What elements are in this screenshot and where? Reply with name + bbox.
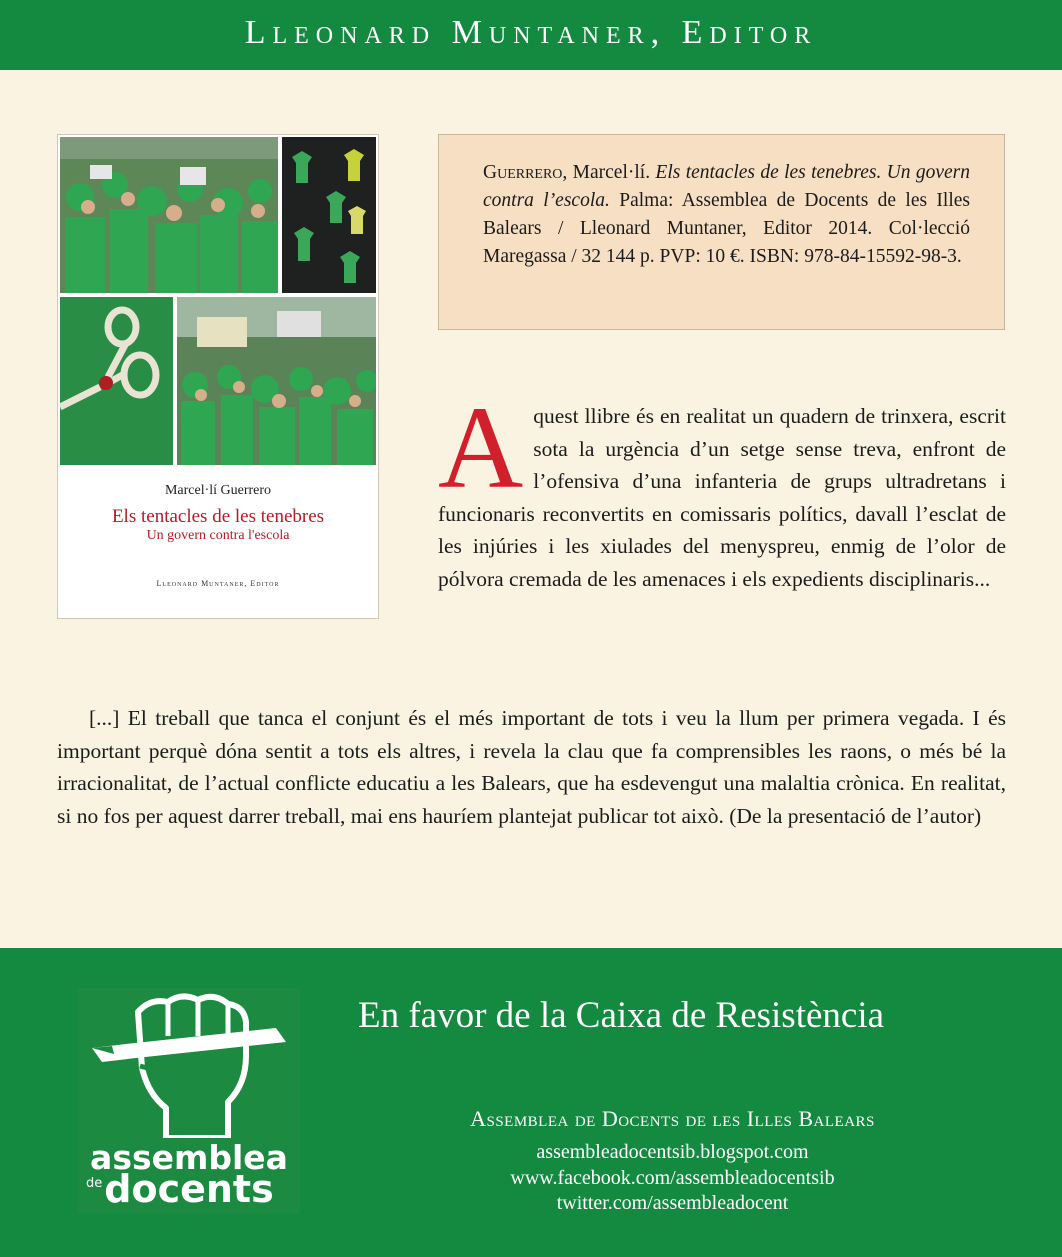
- reference-author-surname: Guerrero: [483, 162, 563, 183]
- cover-author: Marcel·lí Guerrero: [164, 483, 272, 498]
- author-quote: [...] El treball que tanca el conjunt és el més important de tots i veu la llum per primera vegada. I és important perquè dóna sentit a tots els altres, i revela la clau que fa comprensibles les raons, o més bé la irracionalitat, de l’actual conflicte educatiu a les Balears, que ha esdevengut una malaltia crònica. En realitat, si no fos per aquest darrer treball, mai ens hauríem plantejat publicar tot això. (De la presentació de l’autor): [57, 706, 1006, 828]
- twitter-link[interactable]: twitter.com/assembleadocent: [556, 1192, 789, 1214]
- footer-bar: [0, 948, 1062, 1257]
- reference-author-rest: , Marcel·lí.: [562, 162, 656, 183]
- logo-line-de: de: [86, 1176, 103, 1191]
- header-bar: [0, 0, 1062, 70]
- crowd-photo: [60, 137, 278, 293]
- protest-photo: [177, 297, 376, 465]
- intro-text: quest llibre és en realitat un quadern de trinxera, escrit sota la urgència d’un setge sense treva, enfront de l’ofensiva d’una infanteria de grups ultradretans i funcionaris reconvertits en comissaris polítics, davall l’esclat de les injúries i les xiulades del menyspreu, enmig de l’olor de pólvora cremada de les amenaces i els expedients disciplinaris...: [438, 404, 1006, 591]
- intro-paragraph: [438, 382, 1006, 595]
- logo-line-assemblea: assemblea: [90, 1138, 288, 1177]
- logo-line-docents: docents: [104, 1167, 274, 1211]
- assemblea-docents-logo: [78, 988, 300, 1214]
- fist-pencil-icon: [78, 988, 300, 1138]
- cover-publisher: Lleonard Muntaner, Editor: [156, 579, 280, 588]
- book-cover: [57, 134, 379, 619]
- contact-links: [400, 1140, 945, 1217]
- cover-subtitle: Un govern contra l'escola: [146, 528, 290, 543]
- scissors-photo: [60, 297, 173, 465]
- bibliographic-reference: [438, 134, 1005, 330]
- organization-name: Assemblea de Docents de les Illes Balears: [470, 1106, 875, 1131]
- cause-heading: En favor de la Caixa de Resistència: [358, 995, 885, 1036]
- reference-text: [483, 159, 970, 271]
- drop-cap: A: [438, 382, 524, 513]
- cover-title: Els tentacles de les tenebres: [111, 506, 325, 527]
- cover-photo-collage: [60, 137, 376, 465]
- reference-details: Palma: Assemblea de Docents de les Illes Balears / Lleonard Muntaner, Editor 2014. Col·lecció Maregassa / 32 144 p. PVP: 10 €. ISBN: 978-84-15592-98-3.: [483, 190, 971, 267]
- publisher-title: Lleonard Muntaner, Editor: [244, 14, 818, 51]
- shirts-photo: [282, 137, 376, 293]
- blog-link[interactable]: assembleadocentsib.blogspot.com: [536, 1141, 809, 1163]
- reference-title: Els tentacles de les tenebres. Un govern contra l’escola.: [483, 162, 971, 211]
- facebook-link[interactable]: www.facebook.com/assembleadocentsib: [510, 1166, 835, 1189]
